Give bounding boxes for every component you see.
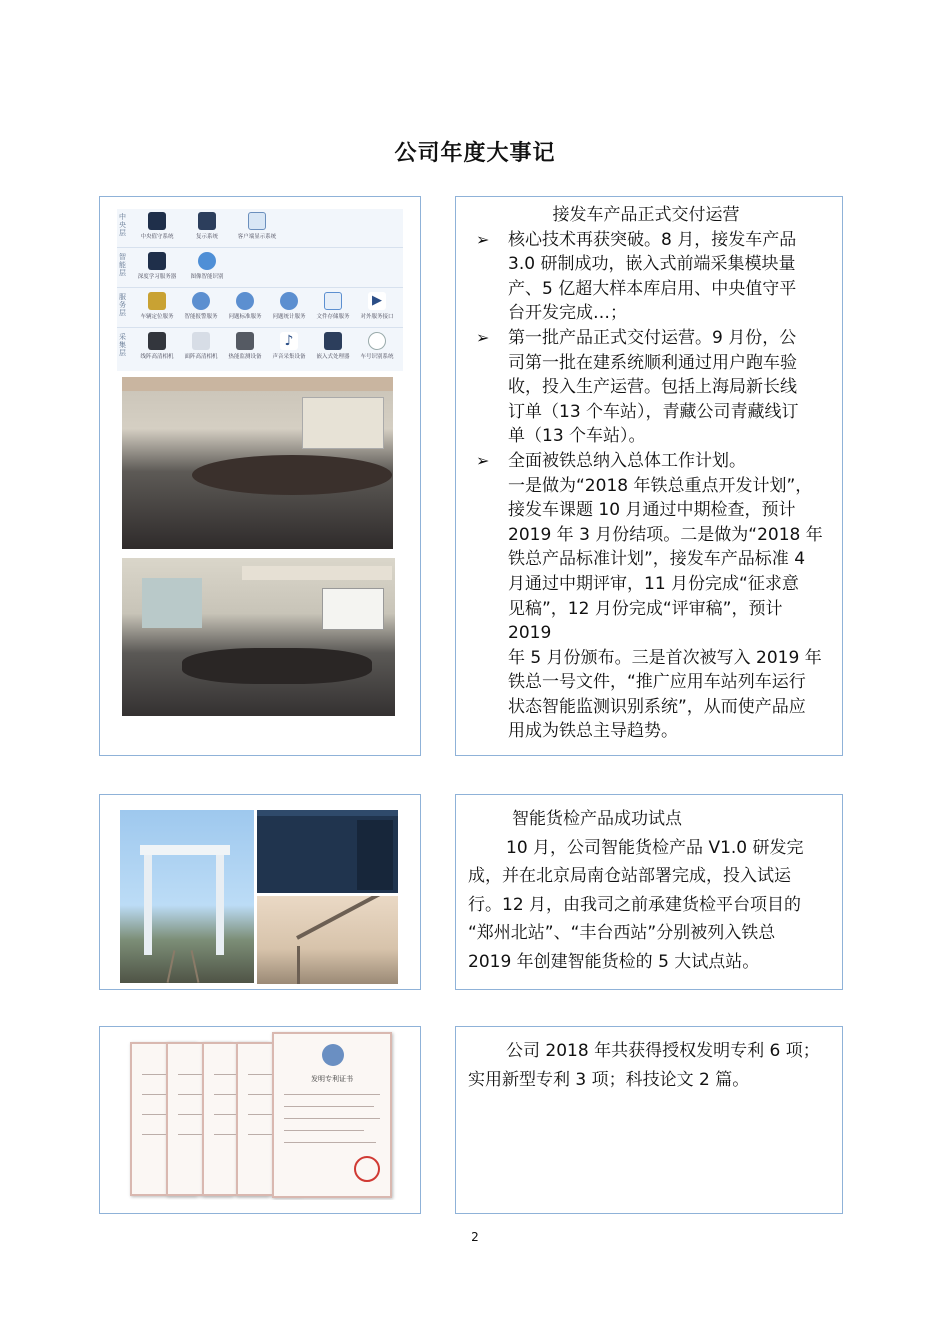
arrow-bullet-icon: ➢ xyxy=(476,229,490,249)
diagram-row-intelligence xyxy=(117,249,403,288)
section-paragraph: 一是做为“2018 年铁总重点开发计划”， 接发车课题 10 月通过中期检查，预计 2019 年 3 月份结项。二是做为“2018 年 铁总产品标准计划”，接发车产品标准 4 月通过中期评审，11 月份完成“征求意 见稿”，12 月份完成“评审稿”，预计 2019 年 5 月份颁布。三是首次被写入 2019 年 铁总一号文件，“推广应用车站列车运行 状态智能监测识别系统”，从而使产品应 用成为铁总主导趋势。 xyxy=(508,475,823,742)
diagram-row-collection xyxy=(117,329,403,367)
patent-certificate-main xyxy=(272,1032,392,1198)
monitor-icon xyxy=(198,212,216,230)
camera-icon xyxy=(148,332,166,350)
processor-icon xyxy=(324,332,342,350)
ai-icon xyxy=(198,252,216,270)
thermal-icon xyxy=(236,332,254,350)
diagram-item: 深度学习服务器 xyxy=(135,252,179,280)
diagram-row-central xyxy=(117,209,403,248)
section-heading: 接发车产品正式交付运营 xyxy=(552,205,740,225)
section-paragraph: 10 月，公司智能货检产品 V1.0 研发完 成，并在北京局南仓站部署完成，投入试运 行。12 月，由我司之前承建货检平台项目的 “郑州北站”、“丰台西站”分别被列入铁总 2019 年创建智能货检的 5 大试点站。 xyxy=(468,837,804,972)
diagram-item: 问题标准服务 xyxy=(223,292,267,320)
meeting-photo-1 xyxy=(122,377,393,549)
diagram-item: 嵌入式处理器 xyxy=(311,332,355,360)
section-heading: 智能货检产品成功试点 xyxy=(512,809,682,829)
section1-text-box xyxy=(455,196,843,756)
page-title: 公司年度大事记 xyxy=(394,141,556,166)
display-icon xyxy=(248,212,266,230)
bullet-item: ➢ 第一批产品正式交付运营。9 月份，公 司第一批在建系统顺利通过用户跑车验 收，投入生产运营。包括上海局新长线 订单（13 个车站），青藏公司青藏线订 单（13 个车站）。 xyxy=(476,327,799,447)
diagram-row-label: 中央层 xyxy=(119,213,126,237)
patent-certificates-photo xyxy=(122,1030,397,1200)
bullet-item: ➢ 全面被铁总纳入总体工作计划。 xyxy=(462,449,830,474)
standard-icon xyxy=(236,292,254,310)
diagram-item: 车号识别系统 xyxy=(355,332,399,360)
diagram-item: 智能报警服务 xyxy=(179,292,223,320)
diagram-item: ▶ 对外服务接口 xyxy=(360,293,394,320)
railway-gantry-photo xyxy=(120,810,254,983)
diagram-item: 热能监测设备 xyxy=(223,332,267,360)
recognition-icon xyxy=(368,332,386,350)
alarm-icon xyxy=(192,292,210,310)
camera-icon xyxy=(192,332,210,350)
system-architecture-diagram xyxy=(117,209,403,371)
diagram-item: 复示系统 xyxy=(185,212,229,240)
diagram-row-label: 服务层 xyxy=(119,293,126,317)
diagram-item: 图像智能识别 xyxy=(185,252,229,280)
patent-office-logo-icon xyxy=(322,1044,344,1066)
server-icon xyxy=(148,212,166,230)
arrow-bullet-icon: ➢ xyxy=(476,450,490,470)
music-note-icon: ♪ xyxy=(280,332,298,350)
bullet-item: ➢ 核心技术再获突破。8 月，接发车产品 3.0 研制成功，嵌入式前端采集模块量 产、5 亿超大样本库启用、中央值守平 台开发完成…； xyxy=(476,229,797,324)
storage-icon xyxy=(324,292,342,310)
diagram-item: 文件存储服务 xyxy=(311,292,355,320)
diagram-item: 面阵高清相机 xyxy=(179,332,223,360)
official-seal-icon xyxy=(354,1156,380,1182)
section-paragraph: 公司 2018 年共获得授权发明专利 6 项； 实用新型专利 3 项；科技论文 2 篇。 xyxy=(468,1041,820,1090)
diagram-item: ♪ 声音采集设备 xyxy=(272,333,306,360)
train-icon xyxy=(148,292,166,310)
diagram-item: 问题统计服务 xyxy=(267,292,311,320)
meeting-photo-2 xyxy=(122,558,395,716)
diagram-row-label: 智能层 xyxy=(119,253,126,277)
statistics-icon xyxy=(280,292,298,310)
software-screen-photo xyxy=(257,810,398,893)
section2-text-box xyxy=(455,794,843,990)
diagram-item: 线阵高清相机 xyxy=(135,332,179,360)
arrow-bullet-icon: ➢ xyxy=(476,327,490,347)
diagram-item: 中央值守系统 xyxy=(135,212,179,240)
diagram-row-service xyxy=(117,289,403,328)
section3-text-box xyxy=(455,1026,843,1214)
certificate-title: 发明专利证书 xyxy=(311,1075,353,1083)
diagram-item: 车辆定位服务 xyxy=(135,292,179,320)
play-icon: ▶ xyxy=(368,292,386,310)
server-icon xyxy=(148,252,166,270)
diagram-row-label: 采集层 xyxy=(119,333,126,357)
diagram-item: 客户端显示系统 xyxy=(235,212,279,240)
crane-photo xyxy=(257,896,398,984)
page-number: 2 xyxy=(471,1230,479,1244)
